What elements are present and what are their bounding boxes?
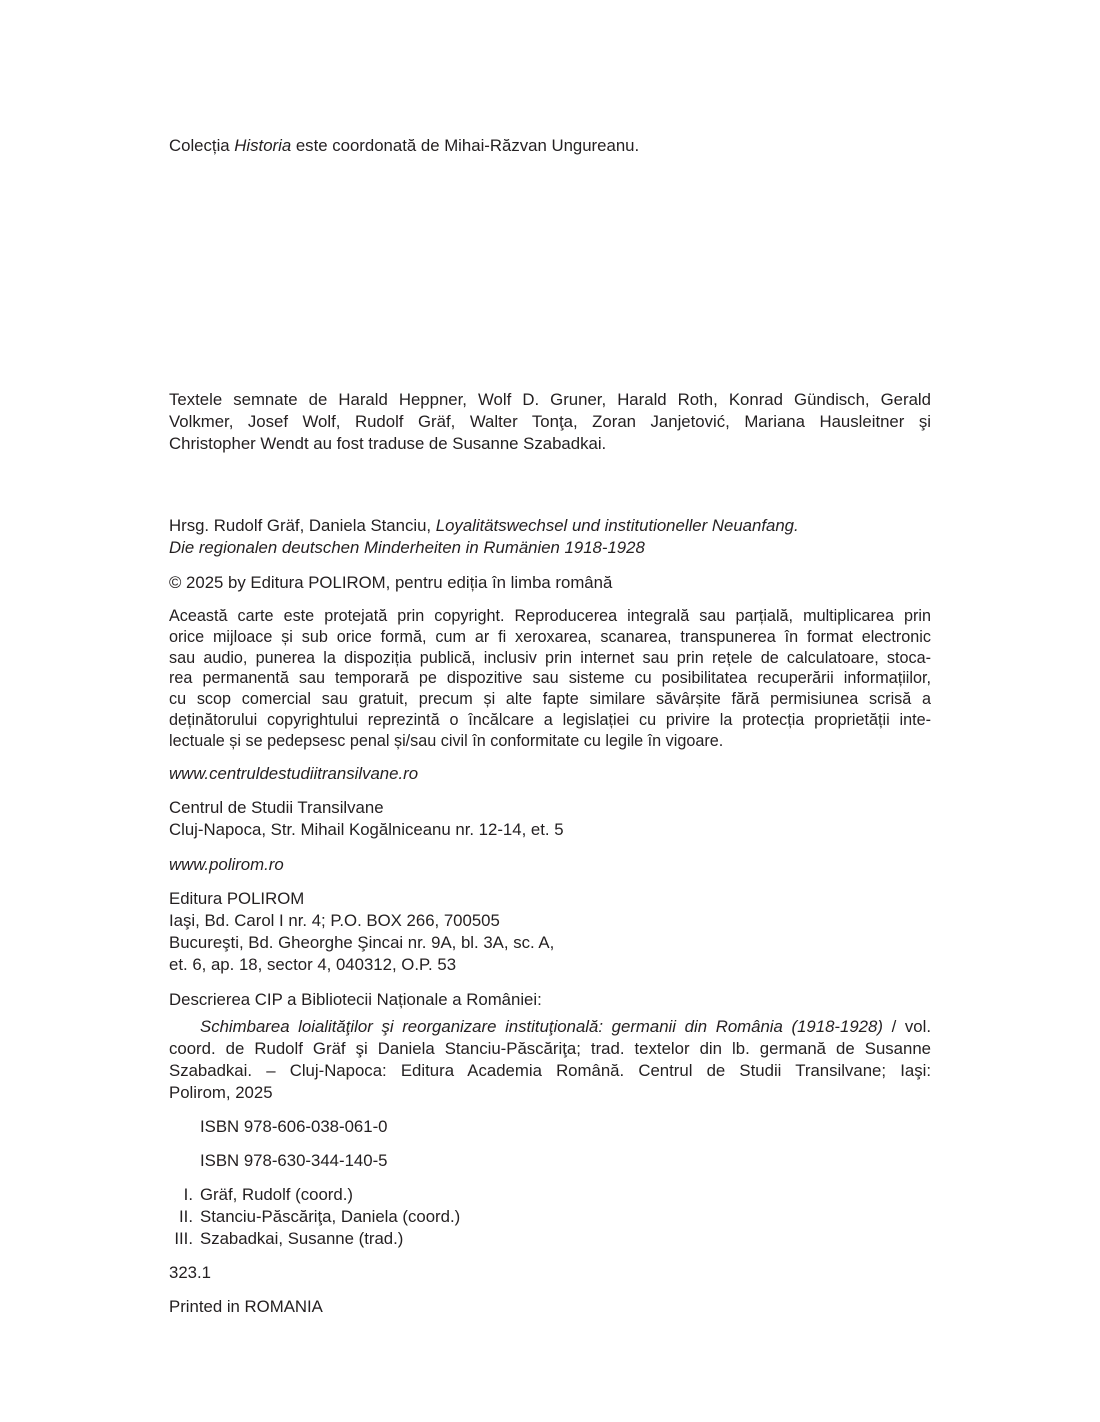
list-number: II. xyxy=(179,1207,193,1226)
collection-prefix: Colecția xyxy=(169,136,235,155)
list-number: III. xyxy=(174,1229,193,1248)
copyright-notice-line: rea permanentă sau temporară pe dispozitive sau sisteme cu posibilitatea recuperării informațiilor, xyxy=(169,669,931,688)
translators-line: Textele semnate de Harald Heppner, Wolf D. Gruner, Harald Roth, Konrad Gündisch, Gerald xyxy=(169,390,931,409)
isbn-2: ISBN 978-630-344-140-5 xyxy=(200,1151,388,1170)
polirom-address-line: et. 6, ap. 18, sector 4, 040312, O.P. 53 xyxy=(169,955,457,974)
list-item xyxy=(169,1206,931,1228)
cip-entry-line: coord. de Rudolf Gräf şi Daniela Stanciu-Păscăriţa; trad. textelor din lb. germană de Susanne xyxy=(169,1039,931,1058)
copyright-notice-line: sau audio, punerea la dispoziția publică, inclusiv prin internet sau prin rețele de calculatoare, stoca- xyxy=(169,648,931,667)
polirom-address-line: Iaşi, Bd. Carol I nr. 4; P.O. BOX 266, 700505 xyxy=(169,911,500,930)
translators-line: Christopher Wendt au fost traduse de Susanne Szabadkai. xyxy=(169,434,607,453)
list-text: Gräf, Rudolf (coord.) xyxy=(200,1185,353,1204)
cip-entry-line: Polirom, 2025 xyxy=(169,1083,273,1102)
authors-list xyxy=(169,1184,931,1250)
original-edition-prefix: Hrsg. Rudolf Gräf, Daniela Stanciu, xyxy=(169,516,436,535)
cip-entry xyxy=(169,1016,931,1104)
cip-title-tail: / vol. xyxy=(882,1017,932,1036)
copyright-page xyxy=(169,0,931,1422)
centre-address xyxy=(169,797,931,841)
cip-heading: Descrierea CIP a Bibliotecii Naționale a României: xyxy=(169,990,542,1009)
centre-street: Cluj-Napoca, Str. Mihail Kogălniceanu nr. 12-14, et. 5 xyxy=(169,820,564,839)
original-edition-subtitle: Die regionalen deutschen Minderheiten in Rumänien 1918-1928 xyxy=(169,538,645,557)
copyright-notice-line: lectuale și se pedepsesc penal și/sau civil în conformitate cu legile în vigoare. xyxy=(169,731,724,750)
polirom-address-line: Bucureşti, Bd. Gheorghe Şincai nr. 9A, bl. 3A, sc. A, xyxy=(169,933,555,952)
printed-in: Printed in ROMANIA xyxy=(169,1297,323,1316)
polirom-url[interactable]: www.polirom.ro xyxy=(169,855,284,874)
list-item xyxy=(169,1228,931,1250)
list-number: I. xyxy=(183,1185,193,1204)
centre-url[interactable]: www.centruldestudiitransilvane.ro xyxy=(169,764,419,783)
copyright-notice-line: deținătorului copyrightului reprezintă o încălcare a legislației cu privire la protecția proprietății inte- xyxy=(169,710,931,729)
polirom-address xyxy=(169,888,931,976)
list-text: Szabadkai, Susanne (trad.) xyxy=(200,1229,404,1248)
collection-note xyxy=(169,135,931,157)
copyright-notice xyxy=(169,606,931,752)
copyright-notice-line: Această carte este protejată prin copyright. Reproducerea integrală sau parțială, multiplicarea prin xyxy=(169,607,931,625)
copyright-line: © 2025 by Editura POLIROM, pentru ediția în limba română xyxy=(169,573,613,592)
isbn-1: ISBN 978-606-038-061-0 xyxy=(200,1117,388,1136)
copyright-notice-line: cu scop comercial sau gratuit, precum și alte fapte similare săvârșite fără permisiunea scrisă a xyxy=(169,690,931,709)
translators-note xyxy=(169,389,931,455)
collection-suffix: este coordonată de Mihai-Răzvan Ungureanu. xyxy=(291,136,640,155)
list-item xyxy=(169,1184,931,1206)
original-edition-title: Loyalitätswechsel und institutioneller Neuanfang. xyxy=(435,516,799,535)
cip-title: Schimbarea loialităţilor şi reorganizare instituţională: germanii din România (1918-1928) xyxy=(200,1017,883,1036)
copyright-notice-line: orice mijloace și sub orice formă, cum ar fi xeroxarea, scanarea, transpunerea în format electronic xyxy=(169,627,931,646)
list-text: Stanciu-Păscăriţa, Daniela (coord.) xyxy=(200,1207,461,1226)
original-edition xyxy=(169,515,931,559)
centre-name: Centrul de Studii Transilvane xyxy=(169,798,384,817)
collection-series-name: Historia xyxy=(234,136,292,155)
classification: 323.1 xyxy=(169,1263,211,1282)
polirom-address-line: Editura POLIROM xyxy=(169,889,305,908)
cip-entry-line: Szabadkai. – Cluj-Napoca: Editura Academia Română. Centrul de Studii Transilvane; Iaşi: xyxy=(169,1061,931,1080)
translators-line: Volkmer, Josef Wolf, Rudolf Gräf, Walter Tonţa, Zoran Janjetović, Mariana Hausleitner şi xyxy=(169,412,931,431)
